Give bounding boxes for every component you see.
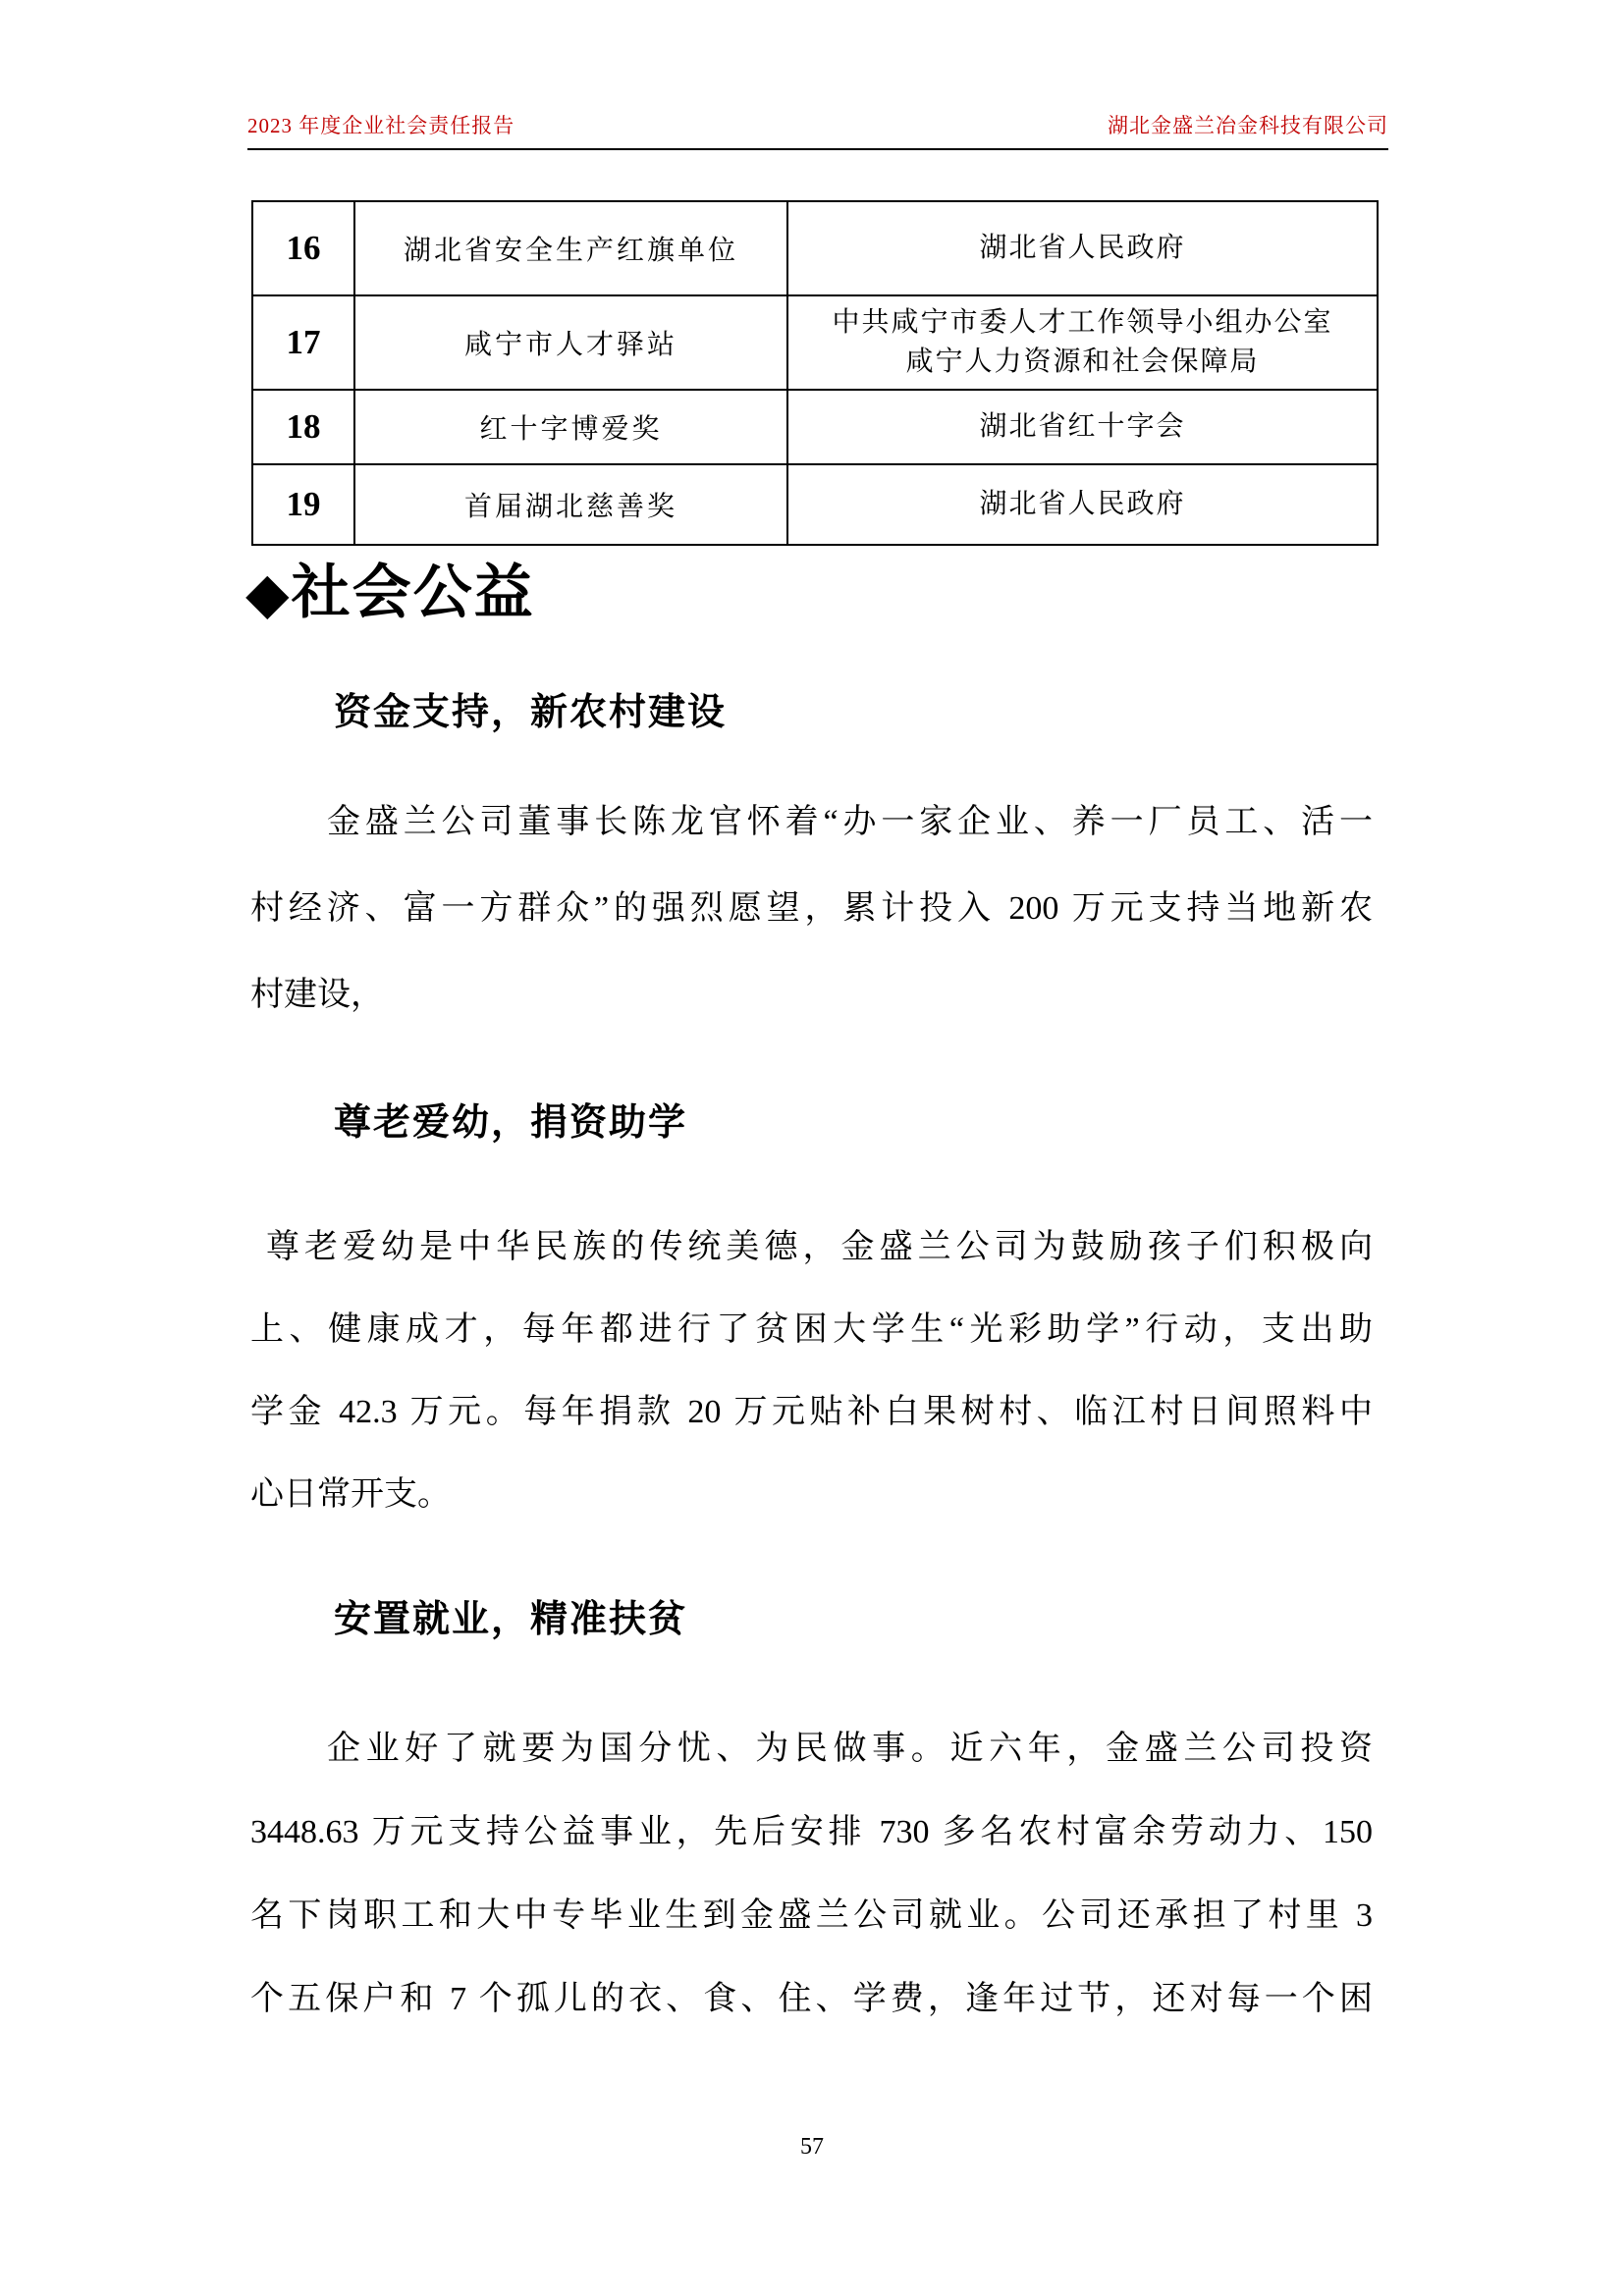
paragraph-line: 3448.63 万元支持公益事业，先后安排 730 多名农村富余劳动力、150	[250, 1814, 1373, 1850]
table-row	[252, 390, 1378, 464]
table-row	[252, 464, 1378, 545]
paragraph-line: 村经济、富一方群众”的强烈愿望，累计投入 200 万元支持当地新农	[250, 890, 1373, 927]
section-title: 社会公益	[291, 561, 535, 625]
award-number: 16	[252, 201, 354, 295]
diamond-icon: ◆	[245, 561, 292, 625]
award-name: 首届湖北慈善奖	[354, 464, 787, 545]
issuer-line: 湖北省人民政府	[979, 233, 1186, 263]
issuer-line: 湖北省人民政府	[979, 489, 1186, 519]
subsection-heading-employment: 安置就业，精准扶贫	[334, 1599, 688, 1640]
award-name: 红十字博爱奖	[354, 390, 787, 464]
paragraph-line: 个五保户和 7 个孤儿的衣、食、住、学费，逢年过节，还对每一个困	[250, 1981, 1373, 2017]
paragraph-line: 村建设，	[250, 977, 384, 1013]
paragraph-line: 金盛兰公司董事长陈龙官怀着“办一家企业、养一厂员工、活一	[327, 804, 1373, 840]
header-right-company: 湖北金盛兰冶金科技有限公司	[1108, 114, 1388, 137]
table-row	[252, 295, 1378, 390]
paragraph-line: 名下岗职工和大中专毕业生到金盛兰公司就业。公司还承担了村里 3	[250, 1897, 1373, 1934]
issuer-line: 中共咸宁市委人才工作领导小组办公室	[832, 307, 1333, 338]
award-issuer	[787, 464, 1378, 545]
issuer-line: 湖北省红十字会	[979, 411, 1186, 442]
section-heading	[245, 546, 535, 630]
issuer-line: 咸宁人力资源和社会保障局	[905, 347, 1260, 377]
award-issuer	[787, 295, 1378, 390]
award-number: 18	[252, 390, 354, 464]
award-issuer	[787, 201, 1378, 295]
awards-table	[251, 200, 1379, 546]
header-left-title: 2023 年度企业社会责任报告	[247, 114, 515, 137]
paragraph-line: 心日常开支。	[250, 1476, 451, 1513]
award-number: 17	[252, 295, 354, 390]
page-header	[247, 110, 1388, 150]
subsection-heading-funding: 资金支持，新农村建设	[334, 692, 728, 733]
award-name: 湖北省安全生产红旗单位	[354, 201, 787, 295]
award-number: 19	[252, 464, 354, 545]
table-row	[252, 201, 1378, 295]
award-issuer	[787, 390, 1378, 464]
page-number: 57	[800, 2134, 824, 2160]
paragraph-line: 尊老爱幼是中华民族的传统美德，金盛兰公司为鼓励孩子们积极向	[266, 1229, 1373, 1265]
subsection-heading-elderly-education: 尊老爱幼，捐资助学	[334, 1102, 688, 1144]
paragraph-line: 企业好了就要为国分忧、为民做事。近六年，金盛兰公司投资	[327, 1731, 1373, 1767]
award-name: 咸宁市人才驿站	[354, 295, 787, 390]
paragraph-line: 上、健康成才，每年都进行了贫困大学生“光彩助学”行动，支出助	[250, 1311, 1373, 1348]
paragraph-line: 学金 42.3 万元。每年捐款 20 万元贴补白果树村、临江村日间照料中	[250, 1394, 1373, 1430]
